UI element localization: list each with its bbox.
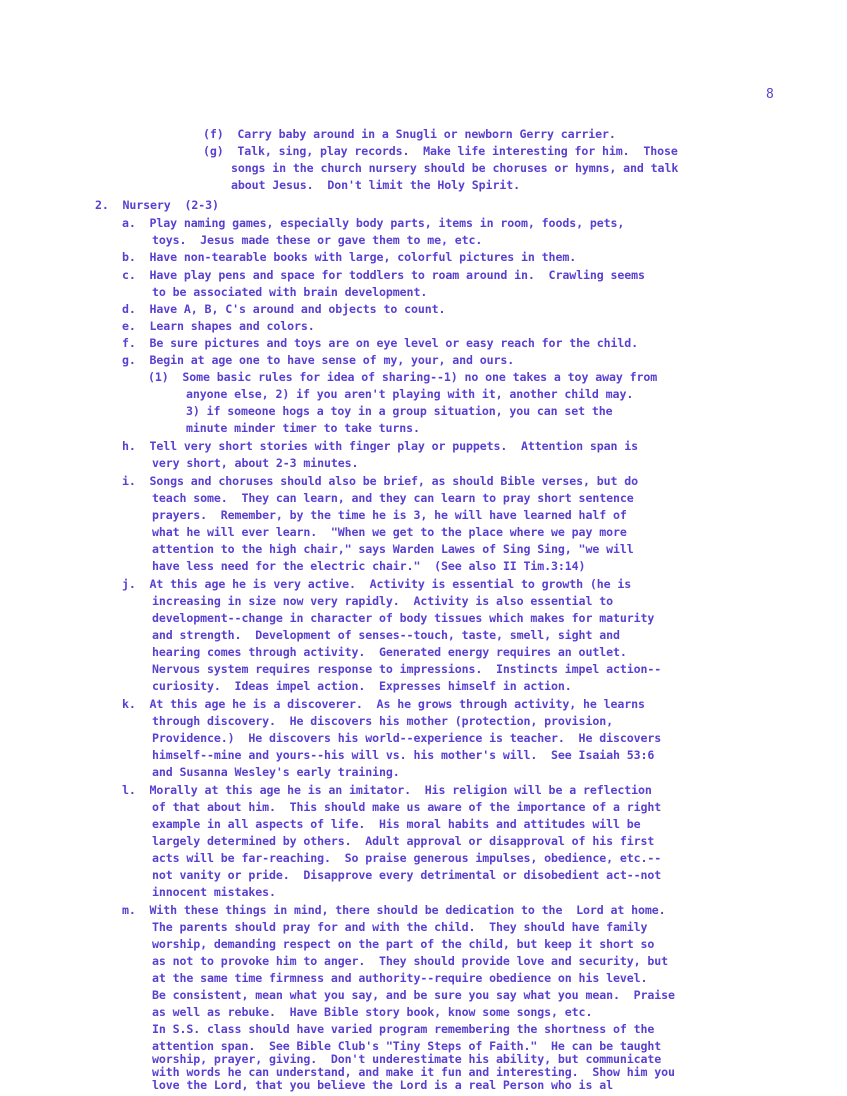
text-line: himself--mine and yours--his will vs. his mother's will. See Isaiah 53:6 xyxy=(152,748,655,762)
text-line: b. Have non-tearable books with large, colorful pictures in them. xyxy=(122,250,577,264)
text-line: hearing comes through activity. Generated energy requires an outlet. xyxy=(152,645,627,659)
text-line: g. Begin at age one to have sense of my, your, and ours. xyxy=(122,353,515,367)
text-line: Be consistent, mean what you say, and be sure you say what you mean. Praise xyxy=(152,988,675,1002)
text-line: attention to the high chair," says Warden Lawes of Sing Sing, "we will xyxy=(152,542,634,556)
text-line: m. With these things in mind, there should be dedication to the Lord at home. xyxy=(122,903,666,917)
text-line: not vanity or pride. Disapprove every detrimental or disobedient act--not xyxy=(152,868,662,882)
text-line: about Jesus. Don't limit the Holy Spirit. xyxy=(231,178,520,192)
text-line: k. At this age he is a discoverer. As he grows through activity, he learns xyxy=(122,697,645,711)
text-line: e. Learn shapes and colors. xyxy=(122,319,315,333)
text-line: largely determined by others. Adult approval or disapproval of his first xyxy=(152,834,655,848)
text-line: increasing in size now very rapidly. Activity is also essential to xyxy=(152,594,613,608)
text-line: attention span. See Bible Club's "Tiny Steps of Faith." He can be taught xyxy=(152,1039,662,1053)
text-line: toys. Jesus made these or gave them to me, etc. xyxy=(152,233,483,247)
text-line: as well as rebuke. Have Bible story book, know some songs, etc. xyxy=(152,1005,593,1019)
text-line: j. At this age he is very active. Activity is essential to growth (he is xyxy=(122,577,632,591)
text-line: innocent mistakes. xyxy=(152,885,276,899)
text-line: c. Have play pens and space for toddlers to roam around in. Crawling seems xyxy=(122,268,645,282)
text-line: a. Play naming games, especially body parts, items in room, foods, pets, xyxy=(122,216,625,230)
text-line: prayers. Remember, by the time he is 3, he will have learned half of xyxy=(152,508,627,522)
text-line: worship, demanding respect on the part of the child, but keep it short so xyxy=(152,937,655,951)
text-line: development--change in character of body tissues which makes for maturity xyxy=(152,611,655,625)
text-line: In S.S. class should have varied program remembering the shortness of the xyxy=(152,1022,655,1036)
text-line: The parents should pray for and with the child. They should have family xyxy=(152,920,648,934)
text-line: and strength. Development of senses--touch, taste, smell, sight and xyxy=(152,628,620,642)
text-line: of that about him. This should make us aware of the importance of a right xyxy=(152,800,662,814)
text-line: i. Songs and choruses should also be brief, as should Bible verses, but do xyxy=(122,474,639,488)
text-line: songs in the church nursery should be choruses or hymns, and talk xyxy=(231,161,679,175)
text-line: h. Tell very short stories with finger play or puppets. Attention span is xyxy=(122,439,639,453)
text-line: (f) Carry baby around in a Snugli or newborn Gerry carrier. xyxy=(203,127,616,141)
text-line: f. Be sure pictures and toys are on eye level or easy reach for the child. xyxy=(122,336,639,350)
text-line: curiosity. Ideas impel action. Expresses himself in action. xyxy=(152,679,572,693)
text-line: and Susanna Wesley's early training. xyxy=(152,765,400,779)
text-line: anyone else, 2) if you aren't playing with it, another child may. xyxy=(186,387,634,401)
text-line: love the Lord, that you believe the Lord is a real Person who is al xyxy=(152,1078,613,1092)
text-line: at the same time firmness and authority--require obedience on his level. xyxy=(152,971,648,985)
text-line: (1) Some basic rules for idea of sharing--1) no one takes a toy away from xyxy=(148,370,658,384)
text-line: 2. Nursery (2-3) xyxy=(95,198,219,212)
text-line: Providence.) He discovers his world--experience is teacher. He discovers xyxy=(152,731,662,745)
text-line: as not to provoke him to anger. They should provide love and security, but xyxy=(152,954,669,968)
text-line: teach some. They can learn, and they can learn to pray short sentence xyxy=(152,491,634,505)
text-line: very short, about 2-3 minutes. xyxy=(152,456,359,470)
text-line: d. Have A, B, C's around and objects to count. xyxy=(122,302,446,316)
text-line: Nervous system requires response to impressions. Instincts impel action-- xyxy=(152,662,662,676)
text-line: to be associated with brain development. xyxy=(152,285,428,299)
page-number: 8 xyxy=(766,87,774,102)
text-line: acts will be far-reaching. So praise generous impulses, obedience, etc.-- xyxy=(152,851,662,865)
text-line: example in all aspects of life. His moral habits and attitudes will be xyxy=(152,817,641,831)
text-line: minute minder timer to take turns. xyxy=(186,421,420,435)
text-line: through discovery. He discovers his mother (protection, provision, xyxy=(152,714,613,728)
text-line: have less need for the electric chair." (See also II Tim.3:14) xyxy=(152,559,586,573)
text-line: (g) Talk, sing, play records. Make life interesting for him. Those xyxy=(203,144,678,158)
text-line: with words he can understand, and make it fun and interesting. Show him you xyxy=(152,1065,675,1079)
text-line: what he will ever learn. "When we get to the place where we pay more xyxy=(152,525,627,539)
text-line: worship, prayer, giving. Don't underestimate his ability, but communicate xyxy=(152,1052,662,1066)
text-line: l. Morally at this age he is an imitator. His religion will be a reflection xyxy=(122,783,652,797)
text-line: 3) if someone hogs a toy in a group situation, you can set the xyxy=(186,404,613,418)
